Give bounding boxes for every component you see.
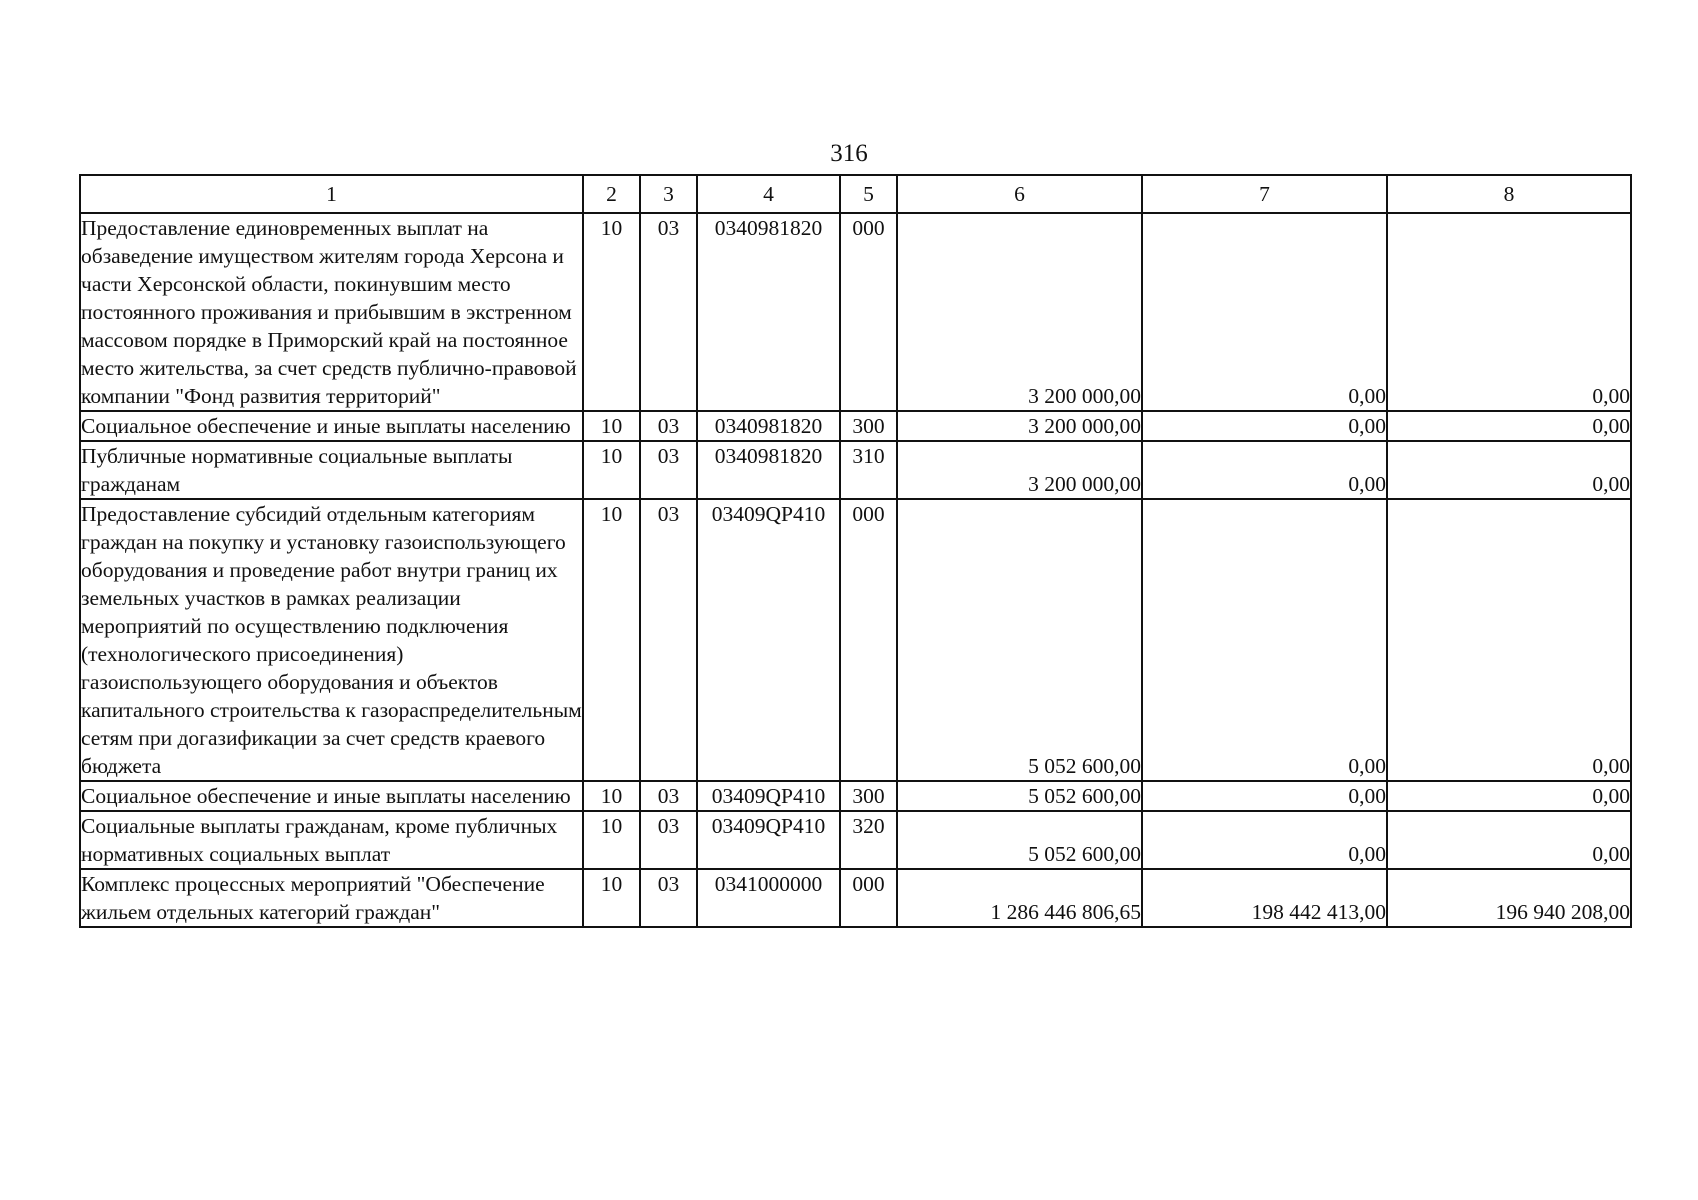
amount-column-7: 0,00 — [1142, 811, 1387, 869]
subsection-code: 03 — [640, 441, 697, 499]
table-row — [80, 411, 1631, 441]
target-article-code: 0340981820 — [697, 411, 840, 441]
expense-type-code: 310 — [840, 441, 897, 499]
amount-column-8: 0,00 — [1387, 411, 1631, 441]
expense-type-code: 300 — [840, 781, 897, 811]
section-code: 10 — [583, 869, 640, 927]
subsection-code: 03 — [640, 811, 697, 869]
target-article-code: 0341000000 — [697, 869, 840, 927]
amount-column-6: 3 200 000,00 — [897, 441, 1142, 499]
row-description: Предоставление единовременных выплат на обзаведение имуществом жителям города Херсона и части Херсонской области, покинувшим место постоянного проживания и прибывшим в экстренном массовом порядке в Приморский край на постоянное место жительства, за счет средств публично-правовой компании "Фонд развития территорий" — [80, 213, 583, 411]
column-header-4: 4 — [697, 175, 840, 213]
subsection-code: 03 — [640, 411, 697, 441]
amount-column-6: 3 200 000,00 — [897, 411, 1142, 441]
table-row — [80, 441, 1631, 499]
amount-column-7: 0,00 — [1142, 213, 1387, 411]
table-row — [80, 781, 1631, 811]
amount-column-8: 0,00 — [1387, 213, 1631, 411]
target-article-code: 0340981820 — [697, 213, 840, 411]
amount-column-8: 0,00 — [1387, 811, 1631, 869]
amount-column-6: 5 052 600,00 — [897, 811, 1142, 869]
section-code: 10 — [583, 213, 640, 411]
amount-column-8: 196 940 208,00 — [1387, 869, 1631, 927]
subsection-code: 03 — [640, 869, 697, 927]
target-article-code: 03409QP410 — [697, 499, 840, 781]
expense-type-code: 300 — [840, 411, 897, 441]
column-header-2: 2 — [583, 175, 640, 213]
amount-column-6: 1 286 446 806,65 — [897, 869, 1142, 927]
row-description: Комплекс процессных мероприятий "Обеспечение жильем отдельных категорий граждан" — [80, 869, 583, 927]
column-header-1: 1 — [80, 175, 583, 213]
amount-column-8: 0,00 — [1387, 441, 1631, 499]
section-code: 10 — [583, 499, 640, 781]
page-number: 316 — [830, 140, 868, 167]
column-header-5: 5 — [840, 175, 897, 213]
column-header-8: 8 — [1387, 175, 1631, 213]
section-code: 10 — [583, 411, 640, 441]
section-code: 10 — [583, 811, 640, 869]
subsection-code: 03 — [640, 213, 697, 411]
column-header-6: 6 — [897, 175, 1142, 213]
target-article-code: 03409QP410 — [697, 781, 840, 811]
expense-type-code: 000 — [840, 869, 897, 927]
row-description: Публичные нормативные социальные выплаты гражданам — [80, 441, 583, 499]
subsection-code: 03 — [640, 499, 697, 781]
column-header-7: 7 — [1142, 175, 1387, 213]
expense-type-code: 000 — [840, 499, 897, 781]
amount-column-8: 0,00 — [1387, 499, 1631, 781]
row-description: Социальные выплаты гражданам, кроме публичных нормативных социальных выплат — [80, 811, 583, 869]
subsection-code: 03 — [640, 781, 697, 811]
target-article-code: 0340981820 — [697, 441, 840, 499]
table-row — [80, 499, 1631, 781]
expense-type-code: 320 — [840, 811, 897, 869]
table-row — [80, 811, 1631, 869]
amount-column-7: 198 442 413,00 — [1142, 869, 1387, 927]
section-code: 10 — [583, 441, 640, 499]
table-row — [80, 213, 1631, 411]
row-description: Предоставление субсидий отдельным категориям граждан на покупку и установку газоиспользующего оборудования и проведение работ внутри границ их земельных участков в рамках реализации мероприятий по осуществлению подключения (технологического присоединения) газоиспользующего оборудования и объектов капитального строительства к газораспределительным сетям при догазификации за счет средств краевого бюджета — [80, 499, 583, 781]
amount-column-6: 5 052 600,00 — [897, 499, 1142, 781]
amount-column-7: 0,00 — [1142, 441, 1387, 499]
budget-table — [79, 174, 1632, 928]
amount-column-7: 0,00 — [1142, 499, 1387, 781]
amount-column-7: 0,00 — [1142, 411, 1387, 441]
section-code: 10 — [583, 781, 640, 811]
amount-column-6: 3 200 000,00 — [897, 213, 1142, 411]
amount-column-7: 0,00 — [1142, 781, 1387, 811]
row-description: Социальное обеспечение и иные выплаты населению — [80, 411, 583, 441]
expense-type-code: 000 — [840, 213, 897, 411]
target-article-code: 03409QP410 — [697, 811, 840, 869]
row-description: Социальное обеспечение и иные выплаты населению — [80, 781, 583, 811]
table-row — [80, 869, 1631, 927]
header-row — [80, 175, 1631, 213]
amount-column-8: 0,00 — [1387, 781, 1631, 811]
column-header-3: 3 — [640, 175, 697, 213]
amount-column-6: 5 052 600,00 — [897, 781, 1142, 811]
